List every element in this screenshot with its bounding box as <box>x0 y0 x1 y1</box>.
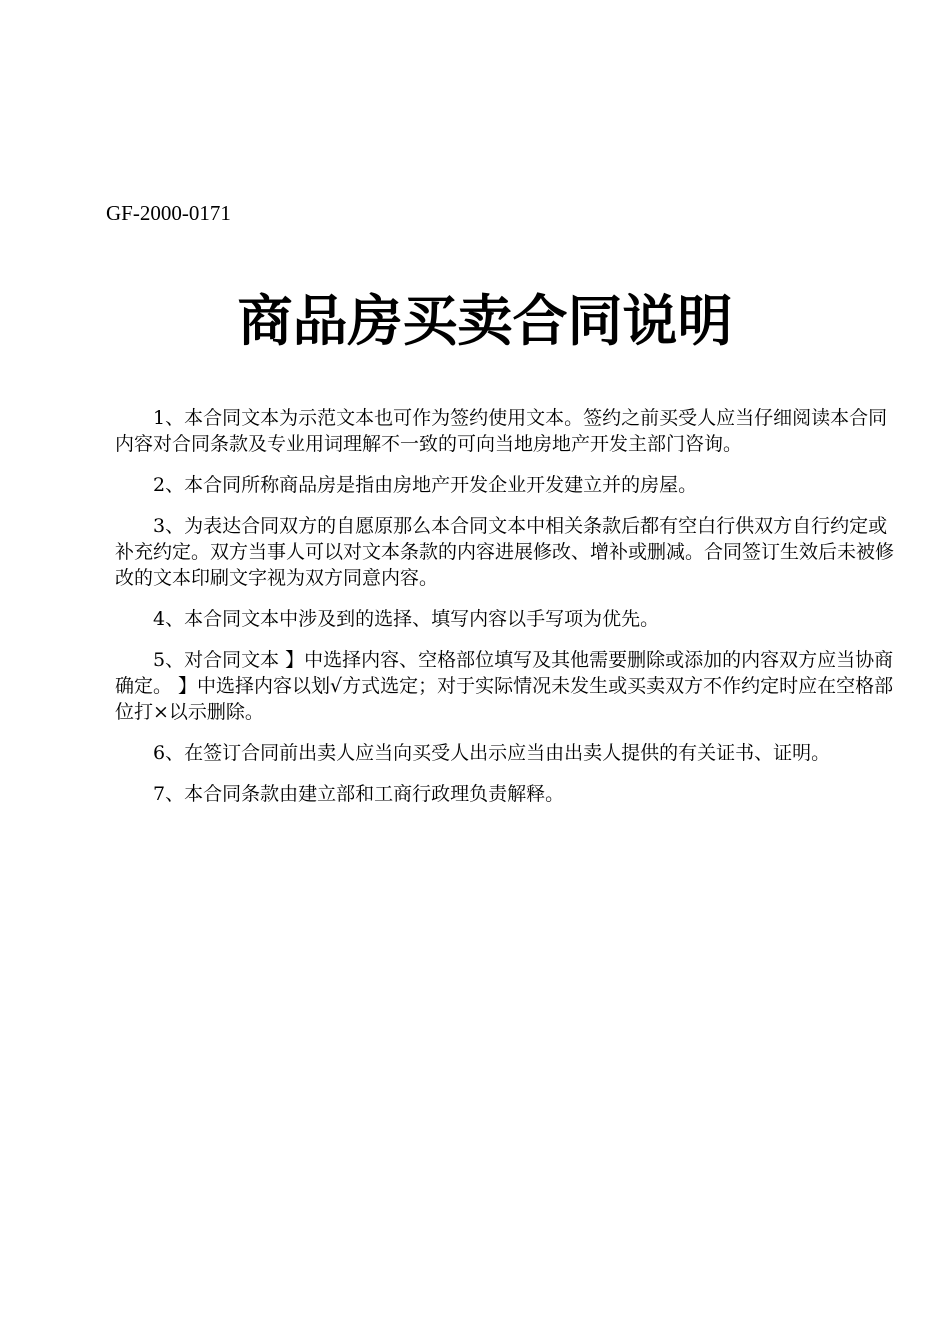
paragraph-1: 1、本合同文本为示范文本也可作为签约使用文本。签约之前买受人应当仔细阅读本合同内容对合同条款及专业用词理解不一致的可向当地房地产开发主部门咨询。 <box>115 407 888 455</box>
paragraph-6: 6、在签订合同前出卖人应当向买受人出示应当由出卖人提供的有关证书、证明。 <box>153 742 831 764</box>
paragraph-7: 7、本合同条款由建立部和工商行政理负责解释。 <box>153 783 565 805</box>
paragraph-4: 4、本合同文本中涉及到的选择、填写内容以手写项为优先。 <box>153 608 660 630</box>
document-body <box>115 405 895 822</box>
paragraph-3: 3、为表达合同双方的自愿原那么本合同文本中相关条款后都有空白行供双方自行约定或补充约定。双方当事人可以对文本条款的内容进展修改、增补或删减。合同签订生效后未被修改的文本印刷文字视为双方同意内容。 <box>115 515 895 589</box>
document-code: GF-2000-0171 <box>106 201 231 225</box>
document-title: 商品房买卖合同说明 <box>237 289 733 353</box>
paragraph-2: 2、本合同所称商品房是指由房地产开发企业开发建立并的房屋。 <box>153 474 698 496</box>
paragraph-5: 5、对合同文本 】中选择内容、空格部位填写及其他需要删除或添加的内容双方应当协商确定。 】中选择内容以划√方式选定；对于实际情况未发生或买卖双方不作约定时应在空格部位打×以示删除。 <box>115 649 894 723</box>
